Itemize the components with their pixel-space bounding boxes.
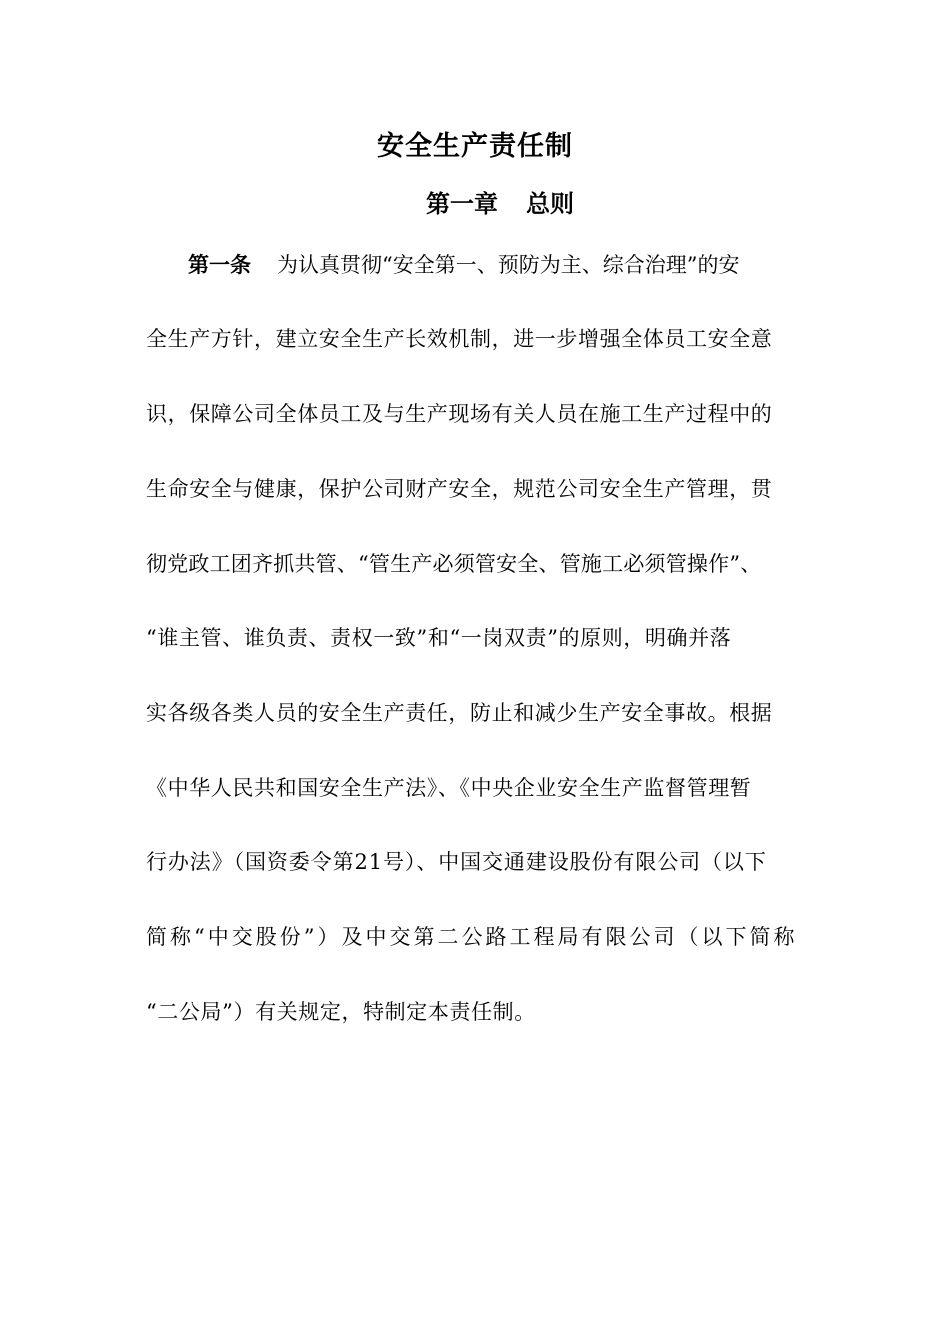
article-line-6: “谁主管、谁负责、责权一致”和“一岗双责”的原则，明确并落	[146, 626, 732, 650]
chapter-name: 总则	[526, 190, 574, 218]
document-title: 安全生产责任制	[377, 131, 573, 162]
chapter-heading	[0, 184, 950, 219]
article-line-7: 实各级各类人员的安全生产责任，防止和减少生产安全事故。根据	[146, 701, 773, 725]
article-line-3: 识，保障公司全体员工及与生产现场有关人员在施工生产过程中的	[146, 402, 773, 426]
article-line-4: 生命安全与健康，保护公司财产安全，规范公司安全生产管理，贯	[146, 477, 773, 501]
article-line-11: “二公局”）有关规定，特制定本责任制。	[146, 1000, 536, 1024]
article-line-2: 全生产方针，建立安全生产长效机制，进一步增强全体员工安全意	[146, 327, 773, 351]
article-line-10: 简称“中交股份”）及中交第二公路工程局有限公司（以下简称	[146, 925, 798, 949]
article-line-9: 行办法》（国资委令第21号）、中国交通建设股份有限公司（以下	[146, 850, 767, 874]
article-line-1	[188, 250, 878, 280]
article-text: 为认真贯彻“安全第一、预防为主、综合治理”的安	[277, 253, 740, 277]
article-line-5: 彻党政工团齐抓共管、“管生产必须管安全、管施工必须管操作”、	[146, 552, 762, 576]
chapter-number: 第一章	[426, 190, 498, 218]
article-label: 第一条	[188, 253, 251, 277]
article-line-8: 《中华人民共和国安全生产法》、《中央企业安全生产监督管理暂	[146, 776, 752, 800]
